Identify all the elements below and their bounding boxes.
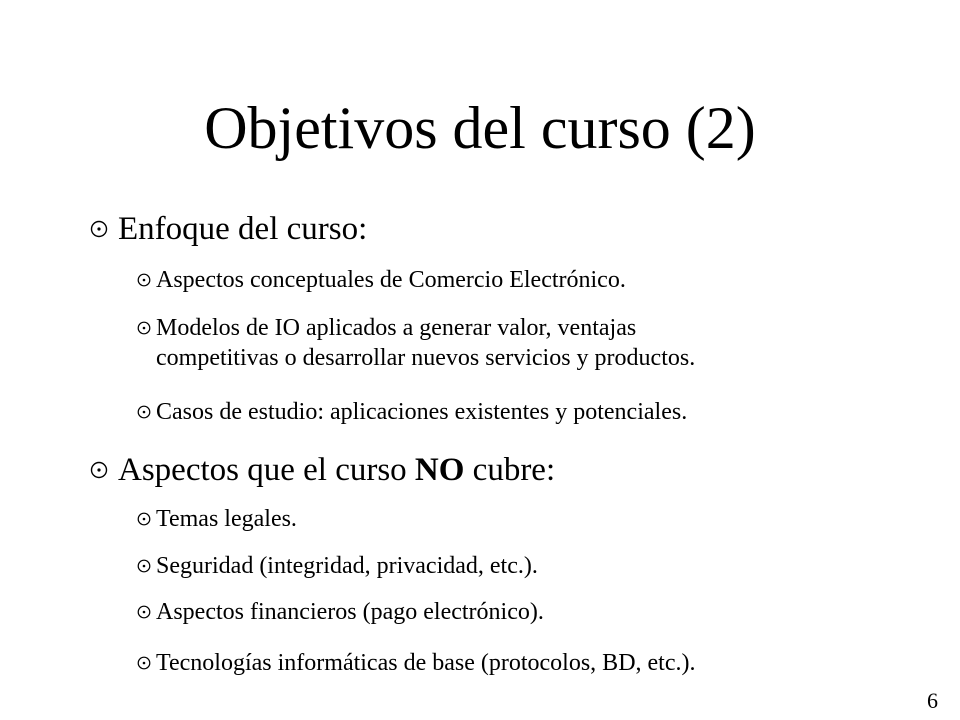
bullet-seguridad xyxy=(132,551,538,581)
bullet-casos-de-estudio xyxy=(132,397,687,427)
bullet-text xyxy=(156,313,695,373)
bullet-text: Aspectos financieros (pago electrónico). xyxy=(156,599,544,625)
page-number: 6 xyxy=(927,688,938,713)
circled-dot-bullet-icon xyxy=(132,265,156,295)
bullet-text-line-2: competitivas o desarrollar nuevos servicios y productos. xyxy=(156,345,696,371)
circled-dot-bullet-icon xyxy=(80,209,118,249)
section-heading-part: cubre: xyxy=(464,452,556,488)
bullet-text: Seguridad (integridad, privacidad, etc.). xyxy=(156,553,538,579)
section-heading-part: Aspectos que el curso xyxy=(118,452,415,488)
bullet-text: Casos de estudio: aplicaciones existentes y potenciales. xyxy=(156,399,688,425)
bullet-modelos-de-io xyxy=(132,313,695,373)
section-heading xyxy=(118,450,555,490)
circled-dot-bullet-icon xyxy=(132,648,156,678)
bullet-temas-legales xyxy=(132,504,297,534)
circled-dot-bullet-icon xyxy=(132,597,156,627)
circled-dot-bullet-icon xyxy=(80,450,118,490)
bullet-enfoque-del-curso xyxy=(80,209,367,249)
bullet-aspectos-financieros xyxy=(132,597,544,627)
circled-dot-bullet-icon xyxy=(132,313,156,343)
slide-title: Objetivos del curso (2) xyxy=(204,95,756,161)
bullet-text: Aspectos conceptuales de Comercio Electrónico. xyxy=(156,267,626,293)
section-heading-emphasis: NO xyxy=(414,452,465,488)
bullet-text-line-1: Modelos de IO aplicados a generar valor, ventajas xyxy=(156,315,637,341)
bullet-text: Temas legales. xyxy=(156,506,297,532)
bullet-aspectos-conceptuales xyxy=(132,265,626,295)
bullet-aspectos-no-cubre xyxy=(80,450,555,490)
bullet-tecnologias-informaticas xyxy=(132,648,695,678)
circled-dot-bullet-icon xyxy=(132,504,156,534)
section-heading: Enfoque del curso: xyxy=(118,211,368,247)
bullet-text: Tecnologías informáticas de base (protocolos, BD, etc.). xyxy=(156,650,696,676)
circled-dot-bullet-icon xyxy=(132,551,156,581)
circled-dot-bullet-icon xyxy=(132,397,156,427)
